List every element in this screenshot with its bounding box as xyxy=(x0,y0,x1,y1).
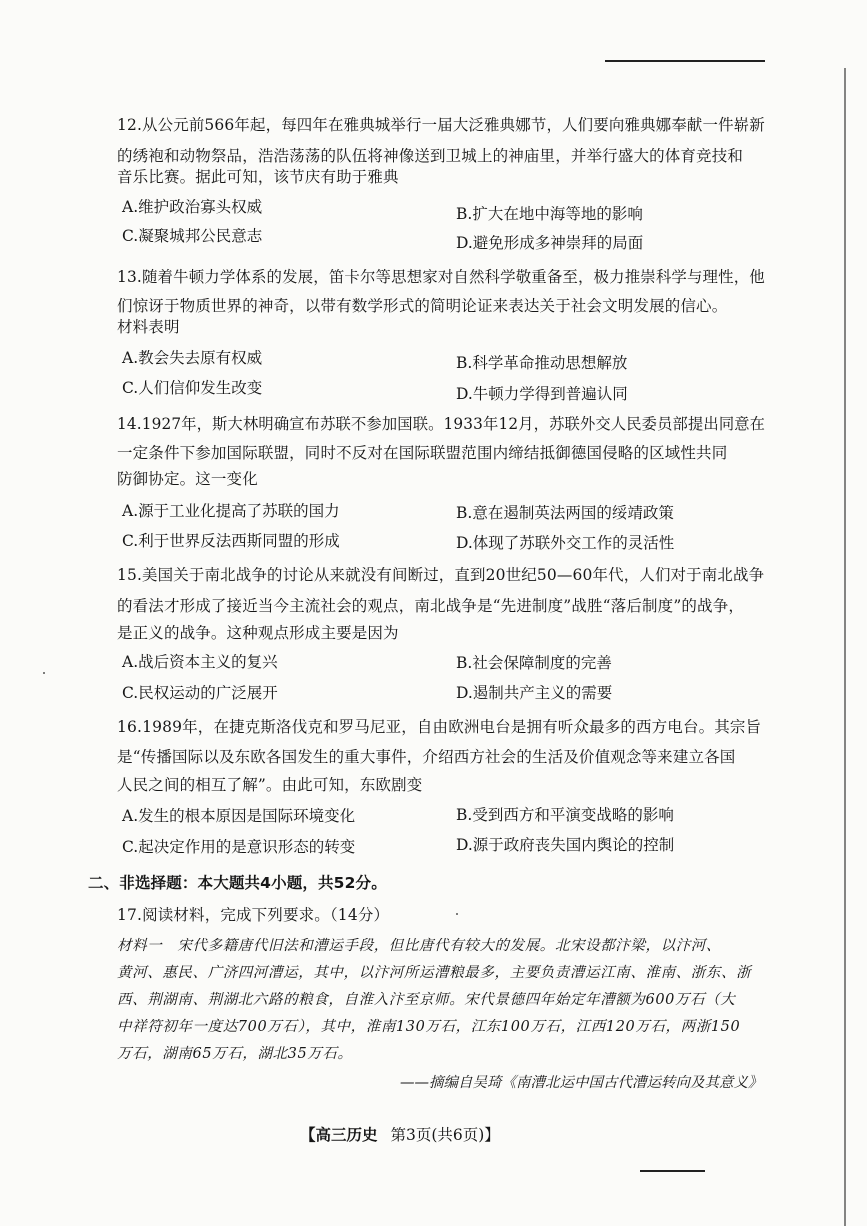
footer-page: 第3页(共6页)】 xyxy=(390,1126,500,1144)
material-line-3: 西、荆湖南、荆湖北六路的粮食，自淮入汴至京师。宋代景德四年始定年漕额为600万石（大 xyxy=(117,992,736,1008)
q16-option-a[interactable]: A.发生的根本原因是国际环境变化 xyxy=(122,807,356,825)
bottom-rule xyxy=(640,1170,705,1172)
q16-option-c[interactable]: C.起决定作用的是意识形态的转变 xyxy=(122,838,356,856)
q14-option-a[interactable]: A.源于工业化提高了苏联的国力 xyxy=(122,502,340,520)
q12-line-2: 的绣袍和动物祭品，浩浩荡荡的队伍将神像送到卫城上的神庙里，并举行盛大的体育竞技和 xyxy=(117,147,744,165)
q12-option-a[interactable]: A.维护政治寡头权威 xyxy=(122,198,263,216)
q16-line-3: 人民之间的相互了解”。由此可知，东欧剧变 xyxy=(117,776,423,794)
q13-option-d[interactable]: D.牛顿力学得到普遍认同 xyxy=(456,385,628,403)
q14-option-c[interactable]: C.利于世界反法西斯同盟的形成 xyxy=(122,532,340,550)
q15-line-1: 15.美国关于南北战争的讨论从来就没有间断过，直到20世纪50—60年代，人们对于南北战争 xyxy=(117,566,765,584)
q12-line-3: 音乐比赛。据此可知，该节庆有助于雅典 xyxy=(117,168,399,186)
q15-option-d[interactable]: D.遏制共产主义的需要 xyxy=(456,684,613,702)
q16-line-2: 是“传播国际以及东欧各国发生的重大事件，介绍西方社会的生活及价值观念等来建立各国 xyxy=(117,748,736,766)
q13-option-c[interactable]: C.人们信仰发生改变 xyxy=(122,379,263,397)
section-heading: 二、非选择题：本大题共4小题，共52分。 xyxy=(88,874,387,892)
q12-option-b[interactable]: B.扩大在地中海等地的影响 xyxy=(456,205,643,223)
q12-option-d[interactable]: D.避免形成多神崇拜的局面 xyxy=(456,234,644,252)
q13-line-3: 材料表明 xyxy=(117,318,180,336)
q13-option-a[interactable]: A.教会失去原有权威 xyxy=(122,349,263,367)
top-rule xyxy=(605,60,765,62)
q16-option-b[interactable]: B.受到西方和平演变战略的影响 xyxy=(456,806,674,824)
footer-subject: 【高三历史 xyxy=(300,1126,378,1144)
q13-option-b[interactable]: B.科学革命推动思想解放 xyxy=(456,354,628,372)
q14-line-1: 14.1927年，斯大林明确宣布苏联不参加国联。1933年12月，苏联外交人民委员部提出同意在 xyxy=(117,415,766,433)
page-footer xyxy=(300,1124,500,1146)
q15-line-3: 是正义的战争。这种观点形成主要是因为 xyxy=(117,624,399,642)
q15-line-2: 的看法才形成了接近当今主流社会的观点，南北战争是“先进制度”战胜“落后制度”的战争， xyxy=(117,597,744,615)
q12-line-1: 12.从公元前566年起，每四年在雅典城举行一届大泛雅典娜节，人们要向雅典娜奉献一件崭新 xyxy=(117,116,765,134)
q14-line-3: 防御协定。这一变化 xyxy=(117,470,258,488)
q14-option-d[interactable]: D.体现了苏联外交工作的灵活性 xyxy=(456,534,675,552)
q16-line-1: 16.1989年，在捷克斯洛伐克和罗马尼亚，自由欧洲电台是拥有听众最多的西方电台。其宗旨 xyxy=(117,718,762,736)
q15-option-a[interactable]: A.战后资本主义的复兴 xyxy=(122,653,278,671)
scan-edge xyxy=(844,68,846,1226)
q15-option-c[interactable]: C.民权运动的广泛展开 xyxy=(122,684,278,702)
q13-line-2: 们惊讶于物质世界的神奇，以带有数学形式的简明论证来表达关于社会文明发展的信心。 xyxy=(117,297,728,315)
q15-option-b[interactable]: B.社会保障制度的完善 xyxy=(456,654,612,672)
q12-option-c[interactable]: C.凝聚城邦公民意志 xyxy=(122,227,263,245)
material-source: ——摘编自吴琦《南漕北运中国古代漕运转向及其意义》 xyxy=(400,1075,763,1091)
material-line-1: 材料一 宋代多籍唐代旧法和漕运手段，但比唐代有较大的发展。北宋设都汴梁，以汴河、 xyxy=(117,938,721,954)
q14-line-2: 一定条件下参加国际联盟，同时不反对在国际联盟范围内缔结抵御德国侵略的区域性共同 xyxy=(117,444,728,462)
q17-prompt: 17.阅读材料，完成下列要求。（14分） xyxy=(117,906,390,924)
material-line-4: 中祥符初年一度达700万石），其中，淮南130万石，江东100万石，江西120万石，两浙150 xyxy=(117,1019,741,1035)
material-line-5: 万石，湖南65万石，湖北35万石。 xyxy=(117,1046,353,1062)
q14-option-b[interactable]: B.意在遏制英法两国的绥靖政策 xyxy=(456,504,674,522)
scan-speck xyxy=(43,672,45,674)
q16-option-d[interactable]: D.源于政府丧失国内舆论的控制 xyxy=(456,836,675,854)
material-line-2: 黄河、惠民、广济四河漕运，其中，以汴河所运漕粮最多，主要负责漕运江南、淮南、浙东、浙 xyxy=(117,965,752,981)
q13-line-1: 13.随着牛顿力学体系的发展，笛卡尔等思想家对自然科学敬重备至，极力推崇科学与理性，他 xyxy=(117,268,765,286)
scan-speck xyxy=(456,913,458,915)
